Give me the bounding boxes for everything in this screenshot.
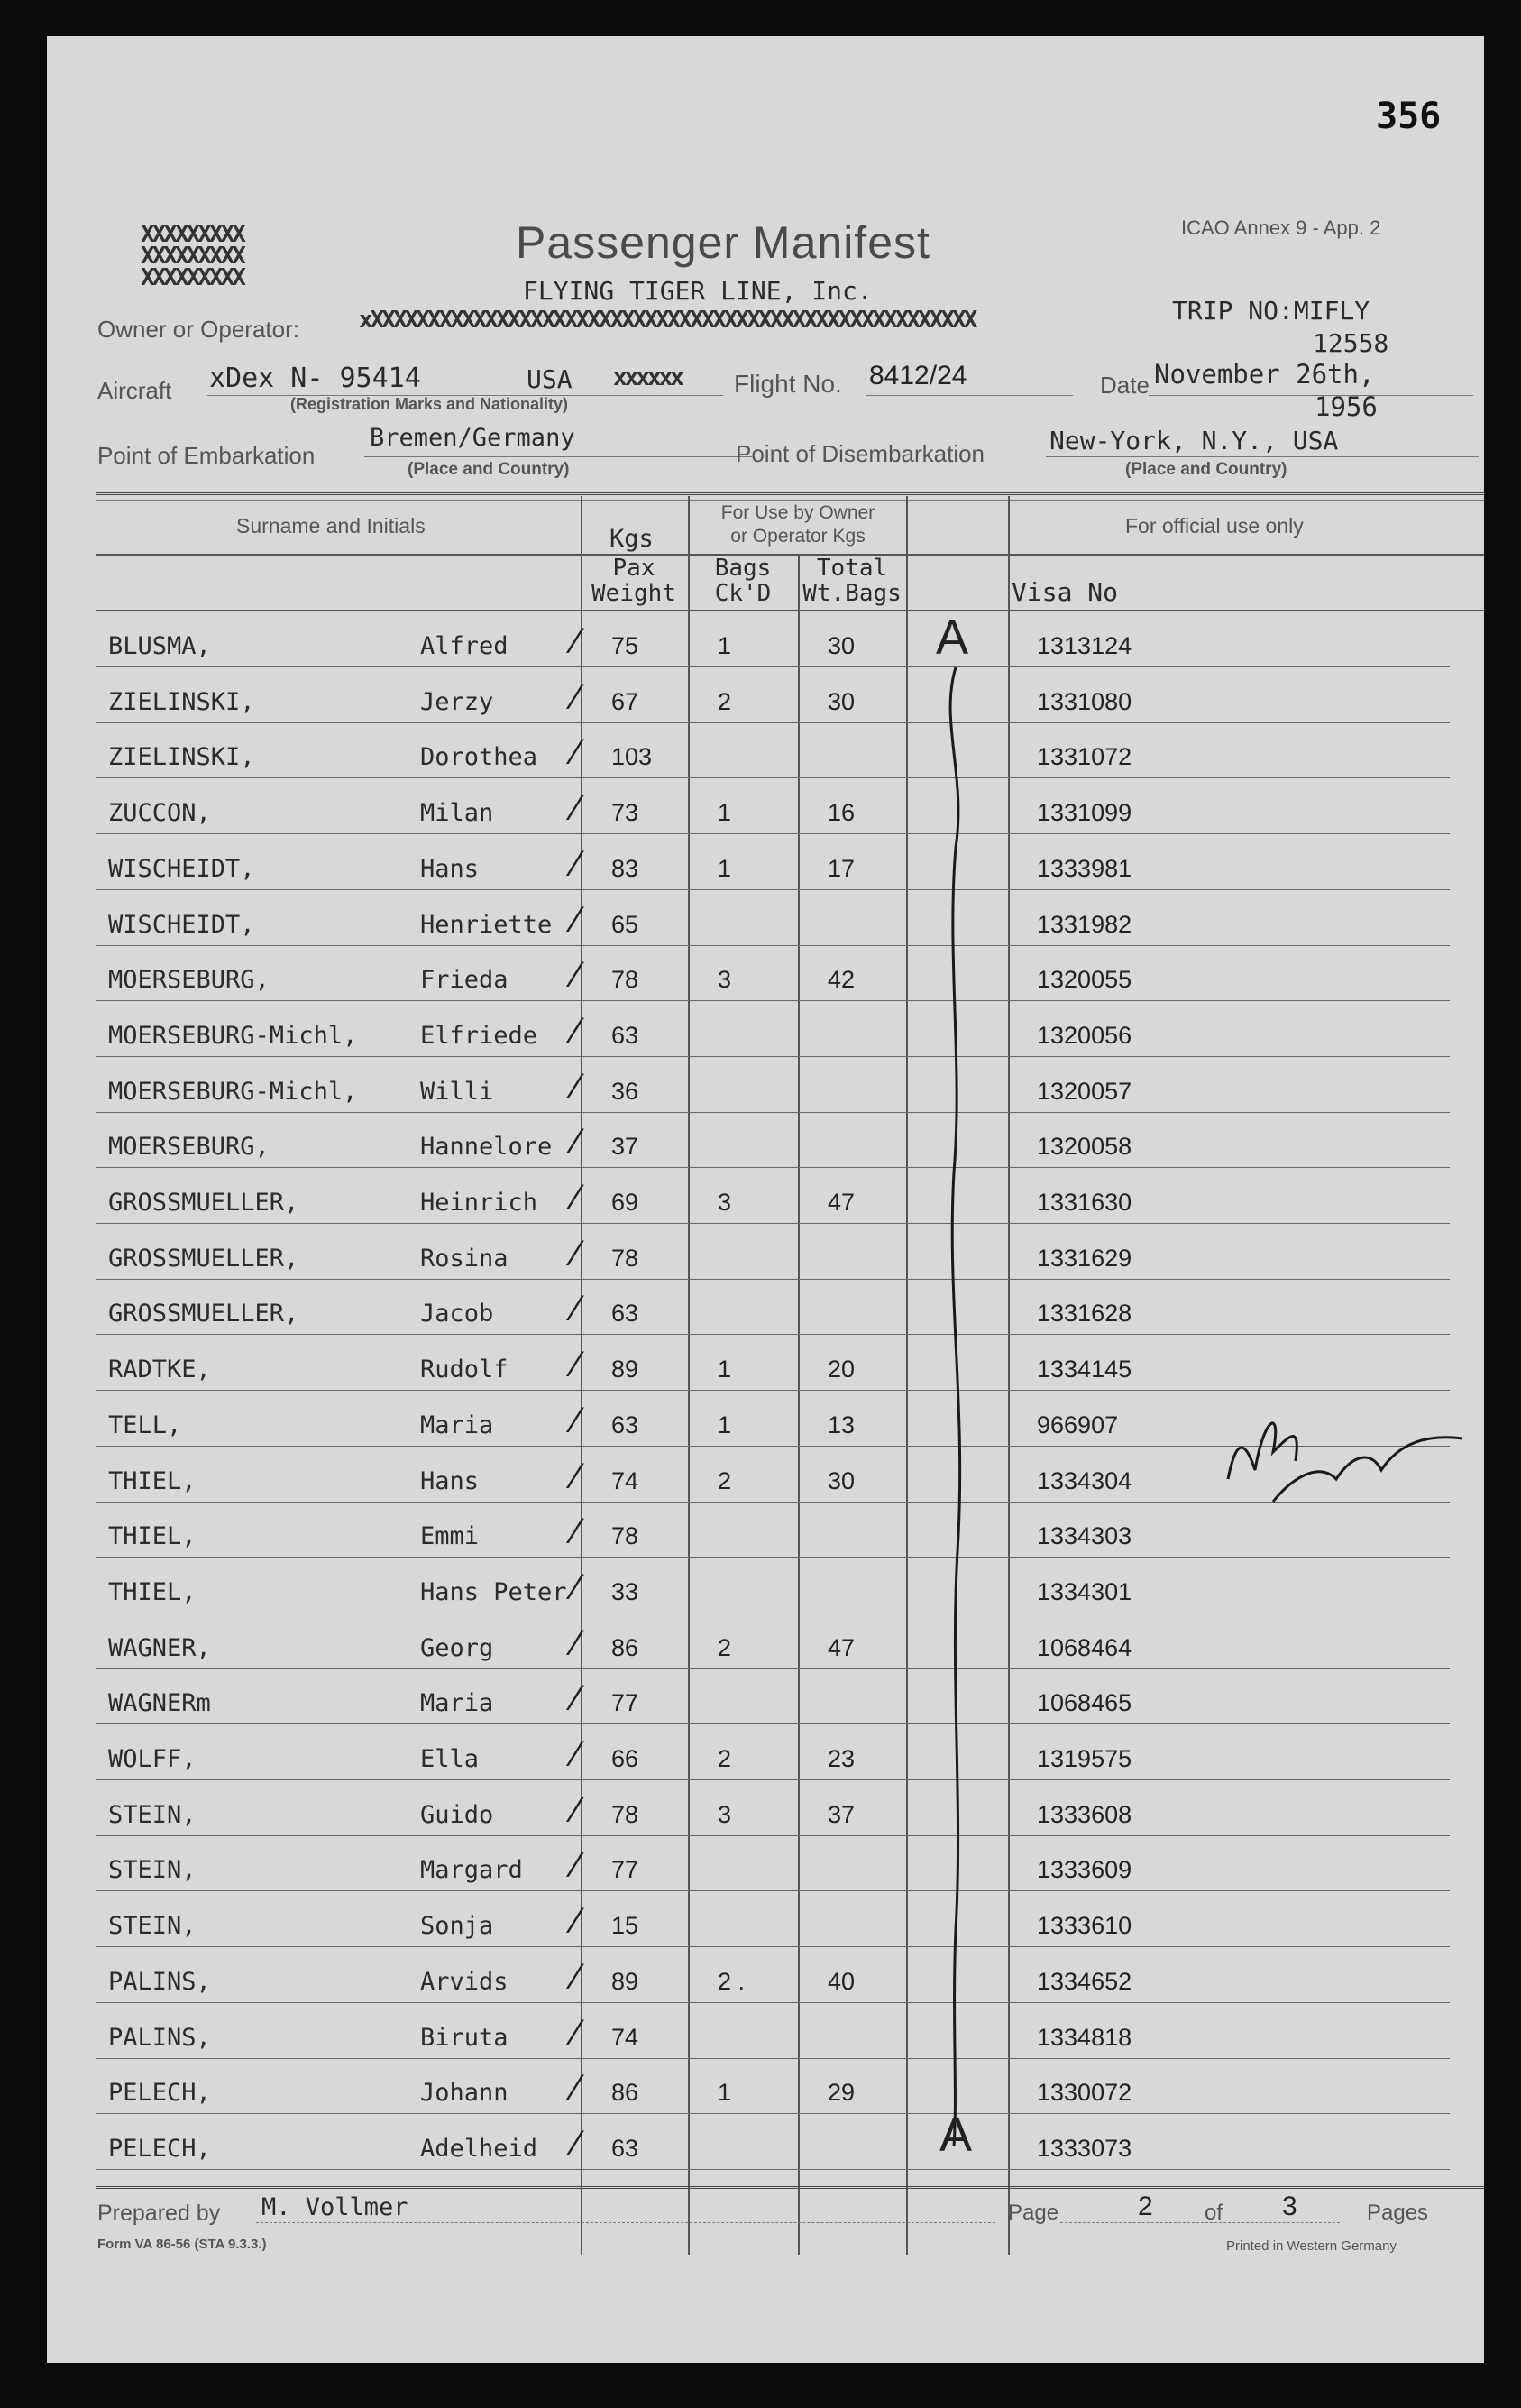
check-mark-icon: ⁄ [573, 1512, 580, 1552]
cell-given: Maria [420, 1689, 494, 1718]
row-rule [96, 1835, 1450, 1836]
cell-weight: 89 [611, 1967, 639, 1995]
cell-total: 30 [828, 632, 856, 659]
check-mark-icon: ⁄ [573, 788, 580, 829]
cell-visa: 1331982 [1037, 910, 1132, 938]
cell-total: 42 [828, 966, 856, 994]
trip-number: 12558 [1313, 328, 1389, 358]
owner-struck: xXXXXXXXXXXXXXXXXXXXXXXXXXXXXXXXXXXXXXXXXXXXXXXXXXXXXX [359, 307, 976, 334]
cell-surname: WAGNER, [108, 1633, 211, 1662]
cell-surname: ZUCCON, [108, 799, 211, 828]
cell-surname: STEIN, [108, 1800, 197, 1829]
cell-surname: MOERSEBURG-Michl, [108, 1021, 358, 1050]
page-label: Page [1008, 2201, 1059, 2225]
cell-surname: WISCHEIDT, [108, 854, 255, 883]
check-mark-icon: ⁄ [573, 621, 580, 661]
check-mark-icon: ⁄ [573, 1956, 580, 1997]
cell-visa: 1331629 [1037, 1244, 1132, 1272]
cell-surname: MOERSEBURG, [108, 966, 270, 995]
cell-visa: 1331099 [1037, 799, 1132, 827]
check-mark-icon: ⁄ [573, 2012, 580, 2053]
cell-weight: 73 [611, 799, 639, 827]
table-row [47, 2060, 1484, 2114]
cell-weight: 83 [611, 854, 639, 882]
cell-surname: WISCHEIDT, [108, 910, 255, 939]
table-row [47, 836, 1484, 890]
cell-weight: 103 [611, 743, 653, 771]
column-bags-ckd: Bags Ck'D [714, 555, 772, 607]
row-rule [96, 1056, 1450, 1057]
cell-weight: 78 [611, 1522, 639, 1550]
cell-surname: STEIN, [108, 1856, 197, 1885]
table-row [47, 613, 1484, 667]
cell-visa: 1068464 [1037, 1633, 1132, 1661]
row-rule [96, 2169, 1450, 2170]
trip-label: TRIP NO:MIFLY [1172, 296, 1370, 326]
table-row [47, 669, 1484, 723]
cell-visa: 1331080 [1037, 687, 1132, 715]
cell-given: Milan [420, 799, 494, 828]
row-rule [96, 666, 1450, 667]
cell-weight: 67 [611, 687, 639, 715]
cell-given: Jacob [420, 1300, 494, 1328]
cell-given: Jerzy [420, 687, 494, 716]
check-mark-icon: ⁄ [573, 1233, 580, 1273]
check-mark-icon: ⁄ [573, 899, 580, 940]
cell-visa: 1334301 [1037, 1577, 1132, 1605]
cell-given: Hans [420, 1466, 480, 1495]
cell-weight: 75 [611, 632, 639, 659]
cell-bags: 2 . [718, 1967, 746, 1995]
cell-total: 13 [828, 1411, 856, 1438]
check-mark-icon: ⁄ [573, 1901, 580, 1942]
cell-given: Biruta [420, 2023, 509, 2052]
aircraft-value: xDex N- 95414 [209, 363, 421, 394]
check-mark-icon: ⁄ [573, 2123, 580, 2164]
check-mark-icon: ⁄ [573, 732, 580, 773]
check-mark-icon: ⁄ [573, 843, 580, 884]
cell-weight: 86 [611, 2079, 639, 2107]
table-row [47, 947, 1484, 1001]
cell-total: 40 [828, 1967, 856, 1995]
cell-bags: 1 [718, 2079, 732, 2107]
embark-value: Bremen/Germany [370, 424, 575, 452]
table-row [47, 1114, 1484, 1168]
check-mark-icon: ⁄ [573, 1289, 580, 1329]
cell-given: Sonja [420, 1912, 494, 1941]
cell-visa: 966907 [1037, 1411, 1119, 1438]
cell-surname: PALINS, [108, 1967, 211, 1996]
column-total-wt: Total Wt.Bags [802, 555, 902, 607]
cell-total: 23 [828, 1745, 856, 1772]
check-mark-icon: ⁄ [573, 2068, 580, 2109]
cell-bags: 1 [718, 1356, 732, 1383]
check-mark-icon: ⁄ [573, 1567, 580, 1607]
cell-visa: 1331072 [1037, 743, 1132, 771]
row-rule [96, 2113, 1450, 2114]
row-rule [96, 833, 1450, 834]
cell-visa: 1313124 [1037, 632, 1132, 659]
cell-weight: 15 [611, 1912, 639, 1940]
cell-bags: 3 [718, 966, 732, 994]
check-mark-icon: ⁄ [573, 955, 580, 996]
cell-visa: 1334145 [1037, 1356, 1132, 1383]
cell-given: Heinrich [420, 1189, 538, 1217]
cell-weight: 78 [611, 966, 639, 994]
aircraft-country: USA [527, 364, 573, 394]
check-mark-icon: ⁄ [573, 1456, 580, 1496]
cell-given: Johann [420, 2079, 509, 2108]
cell-surname: RADTKE, [108, 1356, 211, 1384]
cell-surname: PELECH, [108, 2134, 211, 2163]
check-mark-icon: ⁄ [573, 676, 580, 717]
row-rule [96, 1390, 1450, 1391]
row-rule [96, 777, 1450, 778]
cell-bags: 2 [718, 1466, 732, 1494]
cell-surname: TELL, [108, 1411, 182, 1439]
column-kgs: Kgs [609, 525, 654, 553]
cell-weight: 77 [611, 1689, 639, 1717]
check-mark-icon: ⁄ [573, 1178, 580, 1218]
check-mark-icon: ⁄ [573, 1066, 580, 1107]
cell-weight: 65 [611, 910, 639, 938]
cell-surname: THIEL, [108, 1577, 197, 1606]
date-year: 1956 [1315, 391, 1378, 422]
cell-visa: 1320057 [1037, 1077, 1132, 1105]
cell-given: Henriette [420, 910, 553, 939]
cell-weight: 78 [611, 1244, 639, 1272]
cell-visa: 1333608 [1037, 1800, 1132, 1828]
table-row [47, 1226, 1484, 1280]
printed-in: Printed in Western Germany [1226, 2238, 1397, 2254]
form-reference: Form VA 86-56 (STA 9.3.3.) [97, 2237, 267, 2252]
table-row [47, 780, 1484, 834]
cell-surname: ZIELINSKI, [108, 743, 255, 772]
check-mark-icon: ⁄ [573, 1345, 580, 1385]
cell-given: Maria [420, 1411, 494, 1439]
cell-weight: 66 [611, 1745, 639, 1772]
table-row [47, 1837, 1484, 1891]
cell-given: Hans Peter [420, 1577, 567, 1606]
table-row [47, 1670, 1484, 1724]
row-rule [96, 1668, 1450, 1669]
cell-weight: 86 [611, 1633, 639, 1661]
pages-label: Pages [1367, 2201, 1429, 2225]
check-mark-icon: ⁄ [573, 1734, 580, 1774]
owner-label: Owner or Operator: [97, 316, 299, 343]
check-mark-icon: ⁄ [573, 1622, 580, 1663]
cell-given: Georg [420, 1633, 494, 1662]
cell-surname: PELECH, [108, 2079, 211, 2108]
cell-weight: 69 [611, 1189, 639, 1216]
table-row [47, 1281, 1484, 1335]
table-row [47, 1003, 1484, 1057]
flight-number: 8412/24 [869, 361, 967, 391]
row-rule [96, 889, 1450, 890]
table-row [47, 1949, 1484, 2003]
prepared-label: Prepared by [97, 2201, 221, 2226]
page-total: 3 [1282, 2192, 1297, 2221]
prepared-by: M. Vollmer [261, 2193, 408, 2221]
cell-given: Emmi [420, 1522, 480, 1551]
embark-label: Point of Embarkation [97, 442, 316, 469]
cell-visa: 1068465 [1037, 1689, 1132, 1717]
check-mark-icon: ⁄ [573, 1845, 580, 1886]
row-rule [96, 722, 1450, 723]
cell-bags: 2 [718, 1633, 732, 1661]
table-row [47, 1559, 1484, 1613]
cell-given: Rosina [420, 1244, 509, 1273]
row-rule [96, 1946, 1450, 1947]
annex-reference: ICAO Annex 9 - App. 2 [1181, 216, 1381, 239]
page-current: 2 [1138, 2192, 1153, 2221]
row-rule [96, 2058, 1450, 2059]
column-visa: Visa No [1012, 577, 1119, 607]
table-row [47, 1893, 1484, 1947]
cell-surname: WOLFF, [108, 1745, 197, 1773]
cell-weight: 89 [611, 1356, 639, 1383]
cell-bags: 1 [718, 854, 732, 882]
table-row [47, 1782, 1484, 1836]
row-rule [96, 1000, 1450, 1001]
cell-bags: 1 [718, 1411, 732, 1438]
cell-weight: 74 [611, 1466, 639, 1494]
row-rule [96, 1223, 1450, 1224]
cell-total: 16 [828, 799, 856, 827]
cell-surname: WAGNERm [108, 1689, 211, 1718]
aircraft-label: Aircraft [97, 377, 172, 404]
date-value: November 26th, [1154, 359, 1375, 390]
disembark-note: (Place and Country) [1125, 460, 1287, 479]
table-row [47, 892, 1484, 946]
cell-bags: 3 [718, 1800, 732, 1828]
cell-surname: MOERSEBURG, [108, 1133, 270, 1162]
cell-visa: 1331628 [1037, 1300, 1132, 1328]
check-mark-icon: ⁄ [573, 1400, 580, 1440]
cell-bags: 1 [718, 632, 732, 659]
struck-header: XXXXXXXXX XXXXXXXXX XXXXXXXXX [141, 221, 243, 291]
cell-given: Rudolf [420, 1356, 509, 1384]
cell-given: Hannelore [420, 1133, 553, 1162]
disembark-value: New-York, N.Y., USA [1049, 426, 1339, 455]
cell-surname: GROSSMUELLER, [108, 1300, 299, 1328]
cell-weight: 78 [611, 1800, 639, 1828]
cell-surname: STEIN, [108, 1912, 197, 1941]
check-mark-icon: ⁄ [573, 1010, 580, 1051]
cell-surname: GROSSMUELLER, [108, 1244, 299, 1273]
column-surname: Surname and Initials [236, 514, 426, 538]
row-rule [96, 2002, 1450, 2003]
cell-bags: 1 [718, 799, 732, 827]
cell-weight: 37 [611, 1133, 639, 1161]
table-row [47, 2005, 1484, 2059]
page-number: 356 [1376, 96, 1442, 137]
cell-given: Margard [420, 1856, 523, 1885]
row-rule [96, 1723, 1450, 1724]
table-row [47, 1615, 1484, 1669]
cell-visa: 1320056 [1037, 1021, 1132, 1049]
cell-visa: 1333981 [1037, 854, 1132, 882]
cell-total: 20 [828, 1356, 856, 1383]
cell-visa: 1334304 [1037, 1466, 1132, 1494]
cell-weight: 77 [611, 1856, 639, 1884]
cell-weight: 74 [611, 2023, 639, 2051]
cell-weight: 63 [611, 1300, 639, 1328]
cell-visa: 1334818 [1037, 2023, 1132, 2051]
cell-surname: PALINS, [108, 2023, 211, 2052]
date-label: Date [1100, 372, 1150, 399]
cell-given: Guido [420, 1800, 494, 1829]
cell-given: Arvids [420, 1967, 509, 1996]
check-mark-icon: ⁄ [573, 1678, 580, 1719]
cell-surname: GROSSMUELLER, [108, 1189, 299, 1217]
column-official: For official use only [1125, 514, 1304, 538]
cell-surname: MOERSEBURG-Michl, [108, 1077, 358, 1106]
cell-weight: 63 [611, 1411, 639, 1438]
flight-label: Flight No. [734, 370, 842, 398]
cell-visa: 1333610 [1037, 1912, 1132, 1940]
cell-visa: 1331630 [1037, 1189, 1132, 1216]
row-rule [96, 1334, 1450, 1335]
cell-given: Elfriede [420, 1021, 538, 1050]
cell-total: 30 [828, 1466, 856, 1494]
row-rule [96, 1557, 1450, 1558]
row-rule [96, 1890, 1450, 1891]
cell-bags: 2 [718, 1745, 732, 1772]
cell-visa: 1330072 [1037, 2079, 1132, 2107]
cell-visa: 1320055 [1037, 966, 1132, 994]
cell-total: 17 [828, 854, 856, 882]
handwritten-bracket-line [930, 667, 985, 2146]
column-owner-use: For Use by Owner or Operator Kgs [720, 502, 875, 547]
cell-weight: 63 [611, 2134, 639, 2162]
embark-note: (Place and Country) [408, 460, 570, 479]
cell-bags: 2 [718, 687, 732, 715]
page-title: Passenger Manifest [516, 217, 930, 268]
table-row [47, 1726, 1484, 1780]
cell-weight: 33 [611, 1577, 639, 1605]
cell-surname: ZIELINSKI, [108, 687, 255, 716]
cell-visa: 1333609 [1037, 1856, 1132, 1884]
cell-surname: BLUSMA, [108, 632, 211, 660]
column-pax-weight: Pax Weight [591, 555, 676, 607]
cell-weight: 63 [611, 1021, 639, 1049]
cell-bags: 3 [718, 1189, 732, 1216]
disembark-label: Point of Disembarkation [736, 440, 985, 467]
row-rule [96, 1279, 1450, 1280]
cell-given: Ella [420, 1745, 480, 1773]
cell-given: Frieda [420, 966, 509, 995]
check-mark-icon: ⁄ [573, 1122, 580, 1163]
cell-visa: 1319575 [1037, 1745, 1132, 1772]
page-of: of [1205, 2201, 1223, 2225]
handwritten-mark-top: A [936, 611, 969, 665]
handwritten-mark-bottom: A [939, 2108, 973, 2162]
table-row [47, 724, 1484, 778]
cell-total: 47 [828, 1633, 856, 1661]
cell-given: Alfred [420, 632, 509, 660]
aircraft-note: (Registration Marks and Nationality) [290, 395, 569, 413]
aircraft-struck: xxxxxx [613, 364, 682, 391]
row-rule [96, 1112, 1450, 1113]
manifest-page [47, 36, 1484, 2363]
table-row [47, 2116, 1484, 2170]
handwritten-initials [1219, 1398, 1480, 1515]
table-row [47, 1059, 1484, 1113]
cell-visa: 1334303 [1037, 1522, 1132, 1550]
cell-total: 30 [828, 687, 856, 715]
check-mark-icon: ⁄ [573, 1789, 580, 1830]
cell-visa: 1333073 [1037, 2134, 1132, 2162]
airline-name: FLYING TIGER LINE, Inc. [523, 276, 873, 306]
cell-total: 47 [828, 1189, 856, 1216]
cell-surname: THIEL, [108, 1522, 197, 1551]
cell-given: Adelheid [420, 2134, 538, 2163]
table-row [47, 1170, 1484, 1224]
cell-visa: 1334652 [1037, 1967, 1132, 1995]
cell-total: 29 [828, 2079, 856, 2107]
row-rule [96, 1167, 1450, 1168]
cell-given: Willi [420, 1077, 494, 1106]
cell-given: Hans [420, 854, 480, 883]
table-row [47, 1337, 1484, 1391]
cell-total: 37 [828, 1800, 856, 1828]
cell-visa: 1320058 [1037, 1133, 1132, 1161]
cell-surname: THIEL, [108, 1466, 197, 1495]
cell-weight: 36 [611, 1077, 639, 1105]
row-rule [96, 945, 1450, 946]
row-rule [96, 1779, 1450, 1780]
cell-given: Dorothea [420, 743, 538, 772]
